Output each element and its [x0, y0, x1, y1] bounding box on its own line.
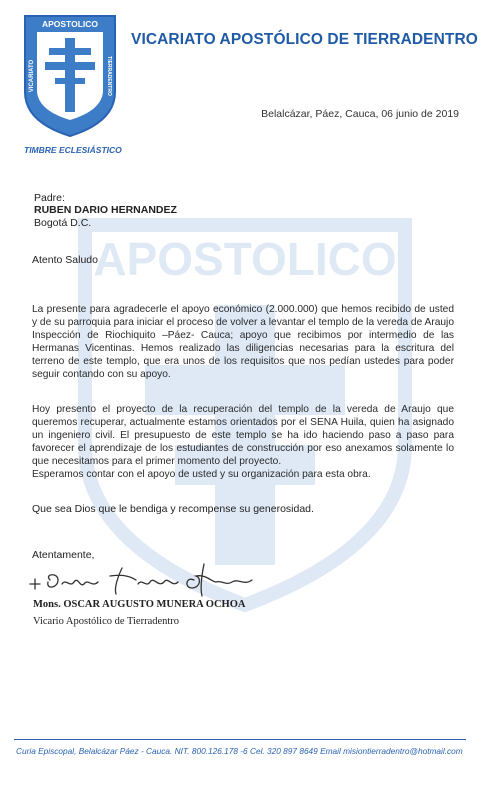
stamp-label: TIMBRE ECLESIÁSTICO [24, 145, 122, 155]
signer-title: Vicario Apostólico de Tierradentro [33, 616, 180, 627]
salutation-title: Padre: [34, 192, 65, 204]
paragraph-2-text: Hoy presento el proyecto de la recuperación del templo de la vereda de Araujo que queremos recuperar, actualmente estamos orientados por el SENA Huila, quien ha asignado un ingeniero civil. El presupuesto de este templo se ha ido haciendo paso a paso para favorecer el aprendizaje de los estudiantes de construcción por eso anexamos solamente lo que necesitamos para el primer momento del proyecto. [32, 404, 454, 467]
logo-right-text: TIERRADENTRO [106, 56, 112, 96]
signer-name: Mons. OSCAR AUGUSTO MUNERA OCHOA [33, 599, 246, 610]
header-title: VICARIATO APOSTÓLICO DE TIERRADENTRO [131, 31, 478, 48]
blessing: Que sea Dios que le bendiga y recompense su generosidad. [32, 503, 314, 515]
paragraph-2-last: Esperamos contar con el apoyo de usted y su organización para esta obra. [32, 468, 371, 480]
footer-contact: Curia Episcopal, Belalcázar Páez - Cauca. NIT. 800.126.178 -6 Cel. 320 897 8649 Email misiontierradentro@hotmail.com [16, 746, 463, 756]
footer-divider [14, 739, 466, 740]
logo-left-text: VICARIATO [29, 59, 35, 93]
paragraph-1-text: La presente para agradecerle el apoyo económico (2.000.000) que hemos recibido de usted y de su parroquia para iniciar el proceso de volver a levantar el templo de la vereda de Araujo Inspección de Riochiquito –Páez- Cauca; apoyo que recibimos por intermedio de las Hermanas Vicentinas. Hemos realizado las diligencias necesarias para la escritura del terreno de este templo, que era unos de los requisitos que nos pedían ustedes para poder seguir contando con su apoyo. [32, 304, 454, 380]
logo-top-text: APOSTOLICO [41, 19, 99, 29]
greeting: Atento Saludo [32, 254, 98, 266]
recipient-city: Bogotá D.C. [34, 217, 92, 229]
paragraph-2 [32, 404, 454, 481]
watermark-top-text: APOSTOLICO [93, 233, 397, 285]
paragraph-1 [32, 304, 454, 381]
closing: Atentamente, [32, 549, 95, 561]
recipient-name: RUBEN DARIO HERNANDEZ [34, 204, 177, 216]
vicariate-logo [23, 14, 117, 138]
handwritten-signature [26, 558, 266, 598]
dateline: Belalcázar, Páez, Cauca, 06 junio de 2019 [261, 108, 459, 120]
